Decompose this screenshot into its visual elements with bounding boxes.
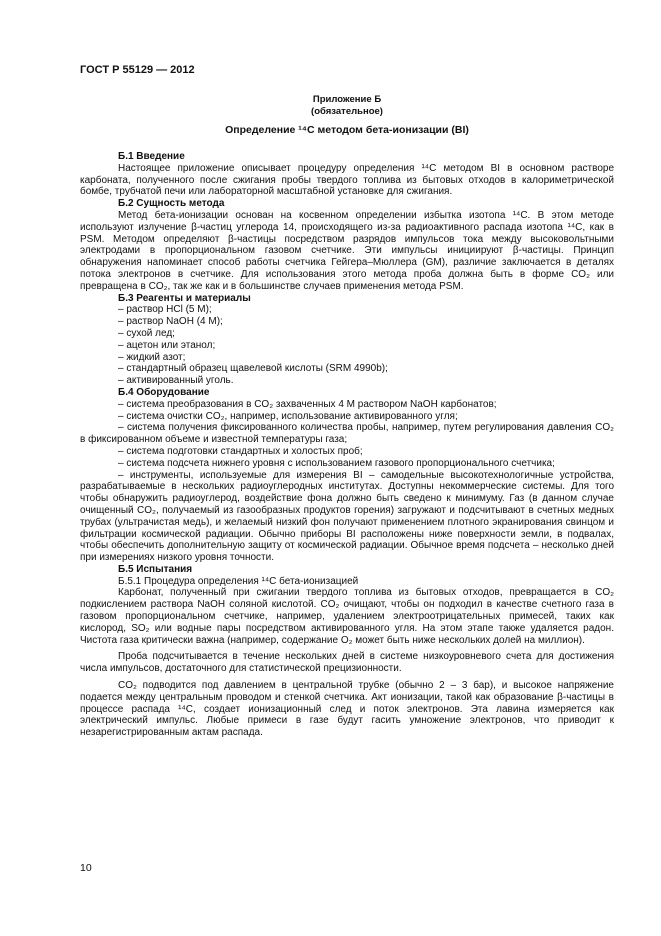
section-b5-paragraph: Карбонат, полученный при сжигании твердого топлива из бытовых отходов, превращается в CO₂ подкислением раствора NaOH соляной кислотой. CO₂ очищают, чтобы он подходил в качестве счетного газа в газовом пропорциональном счетчике, например, удалением электроотрицательных примесей, таких как кислород, SO₂ или водные пары посредством активированного угля. На этом этапе также удаляется радон. Чистота газа критически важна (например, содержание O₂ может быть ниже нескольких долей на миллион). [80, 587, 614, 646]
section-b3-heading: Б.3 Реагенты и материалы [118, 292, 251, 304]
appendix-label: Приложение Б [312, 94, 382, 105]
section-b1-heading: Б.1 Введение [118, 151, 185, 162]
list-item: – инструменты, используемые для измерения BI – самодельные высокотехнологичные устройства, разрабатываемые в нескольких радиоуглеродных институтах. Доступны некоммерческие системы. Для того чтобы обнаружить радиоуглерод, воздействие фона должно быть сведено к минимуму. Газ (в данном случае очищенный CO₂, получаемый из газообразных продуктов горения) загружают и подсчитывают в счетных медных трубах (ультрачистая медь), и желаемый низкий фон получают применением плотного экранирования свинцом и фильтрации космической радиации. Обычно приборы BI расположены ниже поверхности земли, в подвалах, чтобы обеспечить дополнительную защиту от космической радиации. Обычное время подсчета – несколько дней при измерениях низкого уровня точности. [80, 469, 614, 564]
page-number: 10 [80, 862, 92, 874]
section-b5-paragraph: Проба подсчитывается в течение нескольких дней в системе низкоуровневого счета для достижения числа импульсов, достаточного для статистической прецизионности. [80, 651, 614, 675]
section-b2-heading: Б.2 Сущность метода [118, 198, 225, 210]
list-item: – система преобразования в CO₂ захваченных 4 M раствором NaOH карбонатов; [118, 398, 497, 410]
list-item: – активированный уголь. [118, 375, 234, 387]
list-item: – стандартный образец щавелевой кислоты (SRM 4990b); [118, 363, 388, 375]
appendix-status: (обязательное) [311, 106, 383, 117]
standard-header: ГОСТ Р 55129 — 2012 [80, 64, 195, 76]
section-b5-subheading: Б.5.1 Процедура определения ¹⁴С бета-ионизацией [118, 575, 359, 587]
list-item: – сухой лед; [118, 327, 175, 339]
list-item: – ацетон или этанол; [118, 339, 216, 351]
section-b5-heading: Б.5 Испытания [118, 563, 193, 575]
list-item: – раствор HCl (5 M); [118, 304, 212, 316]
appendix-heading [80, 94, 614, 118]
appendix-title: Определение ¹⁴С методом бета-ионизации (BI) [225, 124, 469, 136]
section-b1-paragraph: Настоящее приложение описывает процедуру определения ¹⁴С методом BI в основном растворе карбоната, полученного после сжигания пробы твердого топлива из бытовых отходов в калориметрической бомбе, трубчатой печи или лабораторной масштабной установке для сжигания. [80, 162, 614, 198]
list-item: – система подготовки стандартных и холостых проб; [118, 445, 363, 457]
list-item: – раствор NaOH (4 M); [118, 316, 223, 328]
list-item: – система получения фиксированного количества пробы, например, путем регулирования давления CO₂ в фиксированном объеме и известной температуры газа; [80, 422, 614, 446]
section-b2-paragraph: Метод бета-ионизации основан на косвенном определении избытка изотопа ¹⁴С. В этом методе используют излучение β-частиц углерода 14, происходящего из-за радиоактивного распада изотопа ¹⁴С, как в PSM. Методом определяют β-частицы посредством разрядов импульсов тока между высоковольтными электродами в пропорциональном газовом счетчике. Эти импульсы инициируют β-частицы. Принцип обнаружения напоминает способ работы счетчика Гейгера–Мюллера (GM), различие заключается в деталях потока электронов в счетчике. Для использования этого метода проба должна быть в форме CO₂ или превращена в CO₂, так же как и в большинстве случаев применения метода PSM. [80, 209, 614, 292]
list-item: – система очистки CO₂, например, использование активированного угля; [118, 410, 458, 422]
section-b4-heading: Б.4 Оборудование [118, 386, 210, 398]
document-body [80, 151, 614, 739]
section-b5-paragraph: CO₂ подводится под давлением в центральной трубке (обычно 2 – 3 бар), и высокое напряжение подается между центральным проводом и стенкой счетчика. Акт ионизации, такой как образование β-частицы в процессе распада ¹⁴С, создает ионизационный след и поток электронов. Эта лавина измеряется как электрический импульс. Любые примеси в газе будут гасить умножение электронов, что приводит к незарегистрированным актам распада. [80, 680, 614, 739]
list-item: – система подсчета нижнего уровня с использованием газового пропорционального счетчика; [118, 457, 555, 469]
list-item: – жидкий азот; [118, 351, 186, 363]
